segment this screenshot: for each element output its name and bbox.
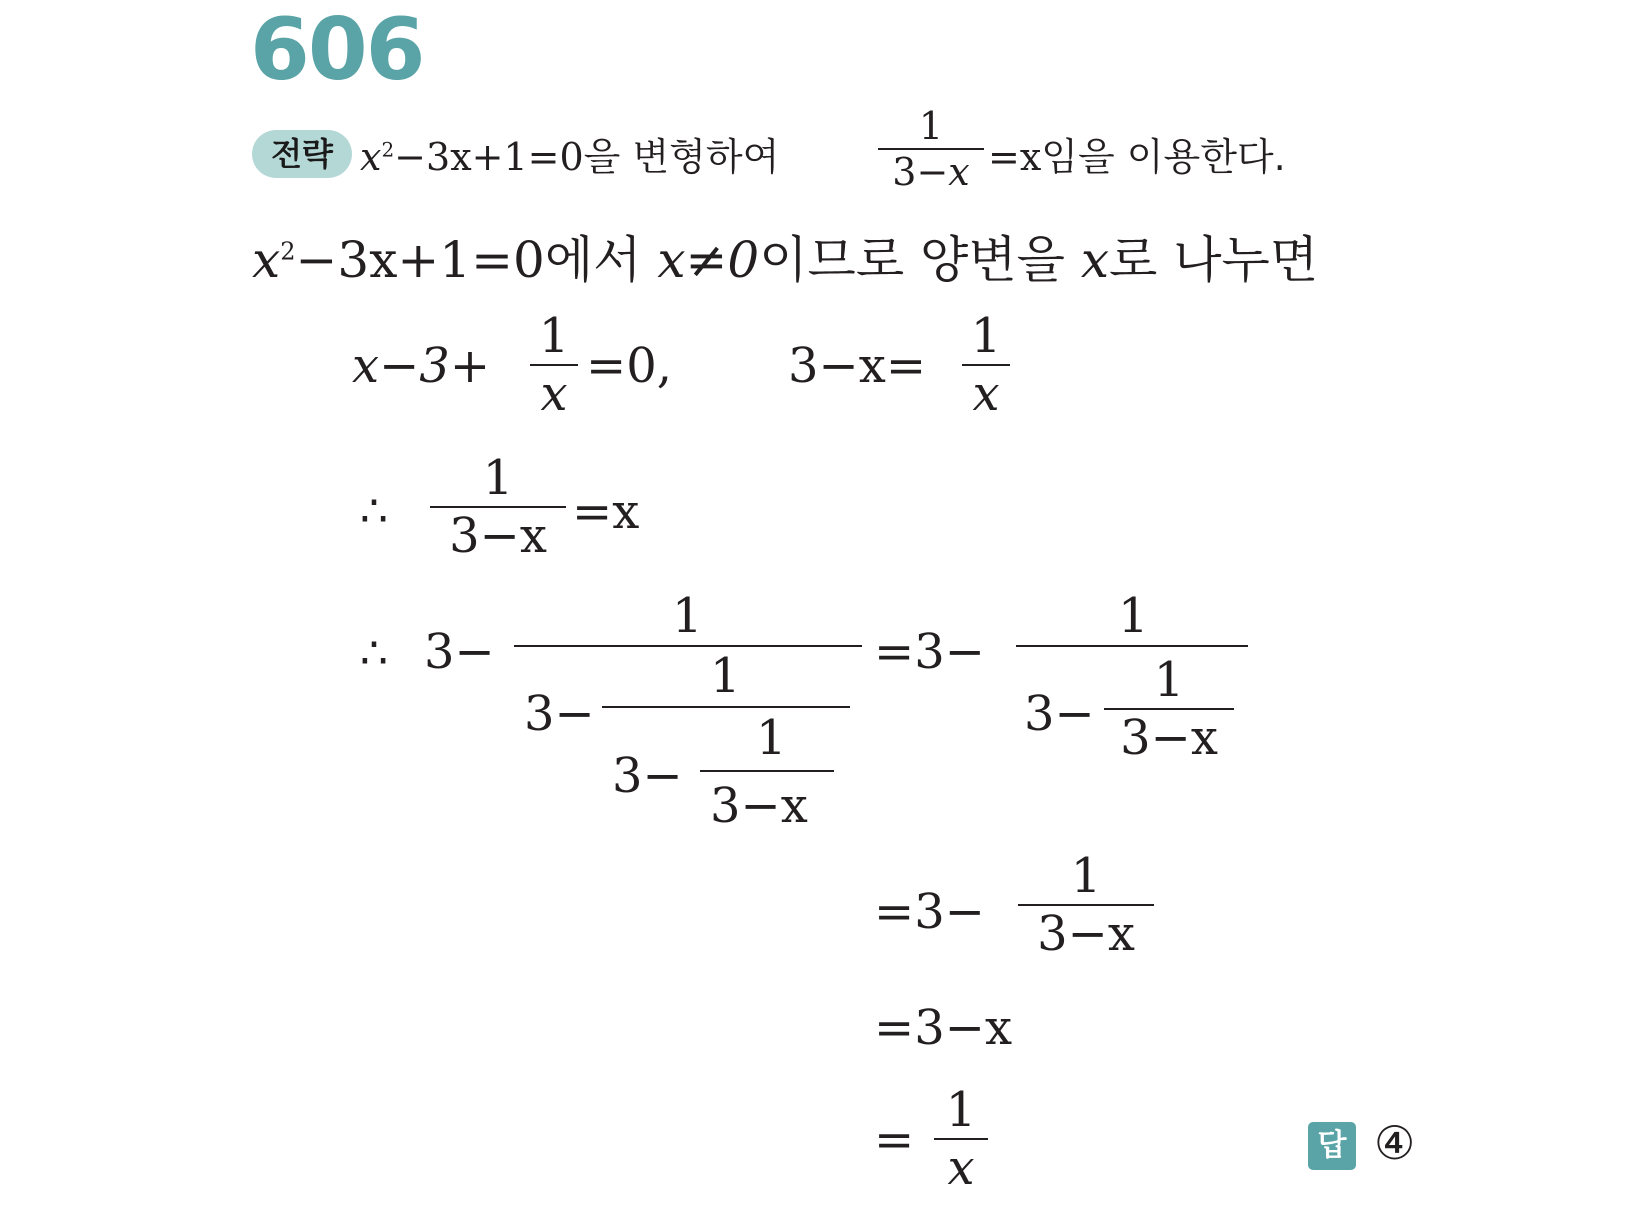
- line2-fraction-1: 1 x: [530, 308, 578, 422]
- cf-numerator-3: 1: [756, 710, 787, 766]
- solution-line-1: [252, 220, 1318, 292]
- line5-eq: =3−: [874, 884, 985, 940]
- exponent: 2: [381, 137, 395, 162]
- rcf-bar-1: [1016, 645, 1248, 647]
- cf-denominator-1-lead: 3−: [524, 686, 595, 742]
- line4-eq: =3−: [874, 624, 985, 680]
- cf-bar-3: [700, 770, 834, 772]
- line2-left-b: =0,: [586, 338, 673, 394]
- answer-badge: 답: [1308, 1122, 1356, 1170]
- line4-lead: 3−: [424, 624, 495, 680]
- problem-number: 606: [250, 0, 424, 100]
- cf-bar-1: [514, 645, 862, 647]
- therefore-symbol: ∴: [360, 628, 388, 679]
- line7-fraction: 1 x: [934, 1082, 988, 1196]
- therefore-symbol: ∴: [360, 486, 388, 537]
- line3-rhs: =x: [572, 484, 640, 540]
- var-x: x: [360, 135, 382, 179]
- cf-denominator-2-lead: 3−: [612, 748, 683, 804]
- var-x: x: [1080, 231, 1110, 289]
- line2-left-a: x−3+: [352, 338, 491, 394]
- strategy-tail: [988, 126, 1286, 181]
- strategy-badge: 전략: [252, 130, 352, 178]
- cf-numerator-1: 1: [672, 588, 703, 644]
- equals-x: =x: [988, 135, 1042, 179]
- exponent: 2: [280, 237, 296, 266]
- strategy-fraction: [878, 104, 984, 194]
- var-x: x: [252, 231, 281, 289]
- equation: −3x+1=0: [295, 231, 545, 289]
- line2-fraction-2: 1 x: [962, 308, 1010, 422]
- line2-right-a: 3−x=: [788, 338, 927, 394]
- rcf-fraction-2: 1 3−x: [1104, 652, 1234, 766]
- line7-eq: =: [874, 1112, 915, 1168]
- strategy-text-1: 을 변형하여: [583, 135, 780, 179]
- rcf-denominator-1-lead: 3−: [1024, 686, 1095, 742]
- fraction-denominator: 3−x: [892, 150, 970, 194]
- fraction-numerator: 1: [918, 104, 944, 148]
- cf-bar-2: [602, 706, 850, 708]
- text: 이므로 양변을: [759, 231, 1065, 289]
- text: 로 나누면: [1109, 231, 1319, 289]
- answer-choice: ④: [1374, 1116, 1416, 1170]
- strategy-text-2: 임을 이용한다.: [1041, 135, 1286, 179]
- rcf-numerator-1: 1: [1118, 588, 1149, 644]
- text: 에서: [544, 231, 642, 289]
- condition: x≠0: [657, 231, 760, 289]
- equation-tail: −3x+1=0: [394, 135, 584, 179]
- cf-denominator-3: 3−x: [710, 778, 808, 834]
- line5-fraction: 1 3−x: [1018, 848, 1154, 962]
- line3-fraction: 1 3−x: [430, 450, 566, 564]
- cf-numerator-2: 1: [710, 648, 741, 704]
- strategy-equation: [360, 126, 779, 181]
- line6-eq: =3−x: [874, 1000, 1013, 1056]
